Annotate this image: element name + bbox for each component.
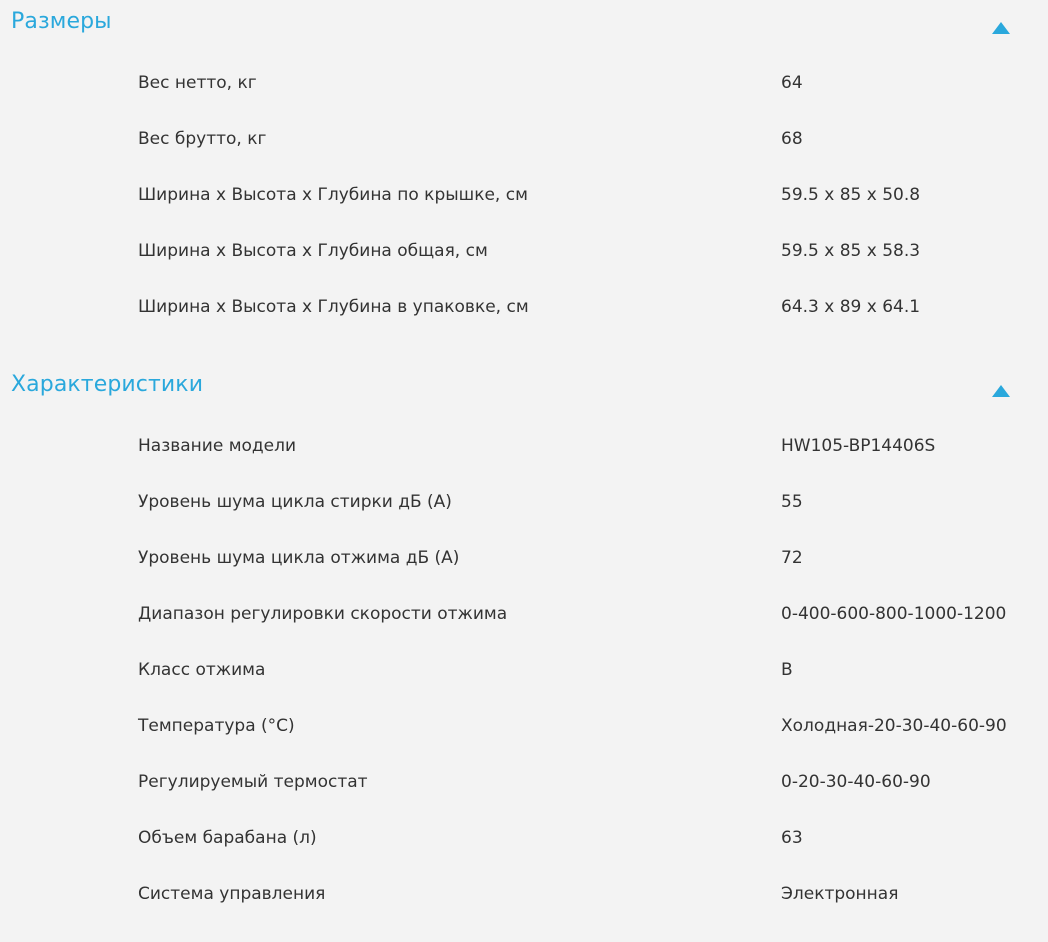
spec-label: Ширина х Высота х Глубина общая, см [138, 241, 488, 261]
spec-label: Ширина х Высота х Глубина в упаковке, см [138, 297, 529, 317]
spec-value: 0-20-30-40-60-90 [781, 772, 931, 792]
spec-label: Система управления [138, 884, 326, 904]
spec-label: Уровень шума цикла отжима дБ (А) [138, 548, 460, 568]
spec-value: 59.5 x 85 x 58.3 [781, 241, 921, 261]
spec-value: 68 [781, 129, 803, 149]
spec-value: 64.3 x 89 x 64.1 [781, 297, 921, 317]
spec-label: Уровень шума цикла стирки дБ (А) [138, 492, 452, 512]
spec-label: Вес нетто, кг [138, 73, 257, 93]
section-header-characteristics[interactable] [0, 363, 1048, 399]
spec-value: Электронная [781, 884, 899, 904]
spec-value: 0-400-600-800-1000-1200 [781, 604, 1007, 624]
spec-row [0, 168, 1048, 224]
spec-row [0, 587, 1048, 643]
spec-value: 55 [781, 492, 803, 512]
section-header-dimensions[interactable] [0, 0, 1048, 36]
spec-label: Объем барабана (л) [138, 828, 317, 848]
spec-label: Вес брутто, кг [138, 129, 267, 149]
spec-value: 72 [781, 548, 803, 568]
spec-row [0, 280, 1048, 336]
spec-row [0, 531, 1048, 587]
spec-value: 64 [781, 73, 803, 93]
section-dimensions [0, 0, 1048, 317]
spec-row [0, 755, 1048, 811]
spec-value: B [781, 660, 793, 680]
spec-row [0, 56, 1048, 112]
spec-label: Ширина х Высота х Глубина по крышке, см [138, 185, 528, 205]
section-title: Размеры [11, 9, 112, 34]
spec-row [0, 867, 1048, 923]
collapse-triangle-icon[interactable] [992, 385, 1010, 397]
spec-row [0, 811, 1048, 867]
section-title: Характеристики [11, 372, 204, 397]
spec-label: Регулируемый термостат [138, 772, 368, 792]
section-characteristics [0, 363, 1048, 904]
spec-label: Температура (°С) [138, 716, 295, 736]
collapse-triangle-icon[interactable] [992, 22, 1010, 34]
spec-label: Диапазон регулировки скорости отжима [138, 604, 508, 624]
spec-row [0, 419, 1048, 475]
spec-value: 63 [781, 828, 803, 848]
spec-row [0, 112, 1048, 168]
spec-row [0, 475, 1048, 531]
spec-value: HW105-BP14406S [781, 436, 936, 456]
spec-label: Класс отжима [138, 660, 266, 680]
spec-row [0, 224, 1048, 280]
spec-row [0, 699, 1048, 755]
spec-value: Холодная-20-30-40-60-90 [781, 716, 1007, 736]
spec-row [0, 643, 1048, 699]
spec-label: Название модели [138, 436, 297, 456]
spec-value: 59.5 x 85 x 50.8 [781, 185, 921, 205]
